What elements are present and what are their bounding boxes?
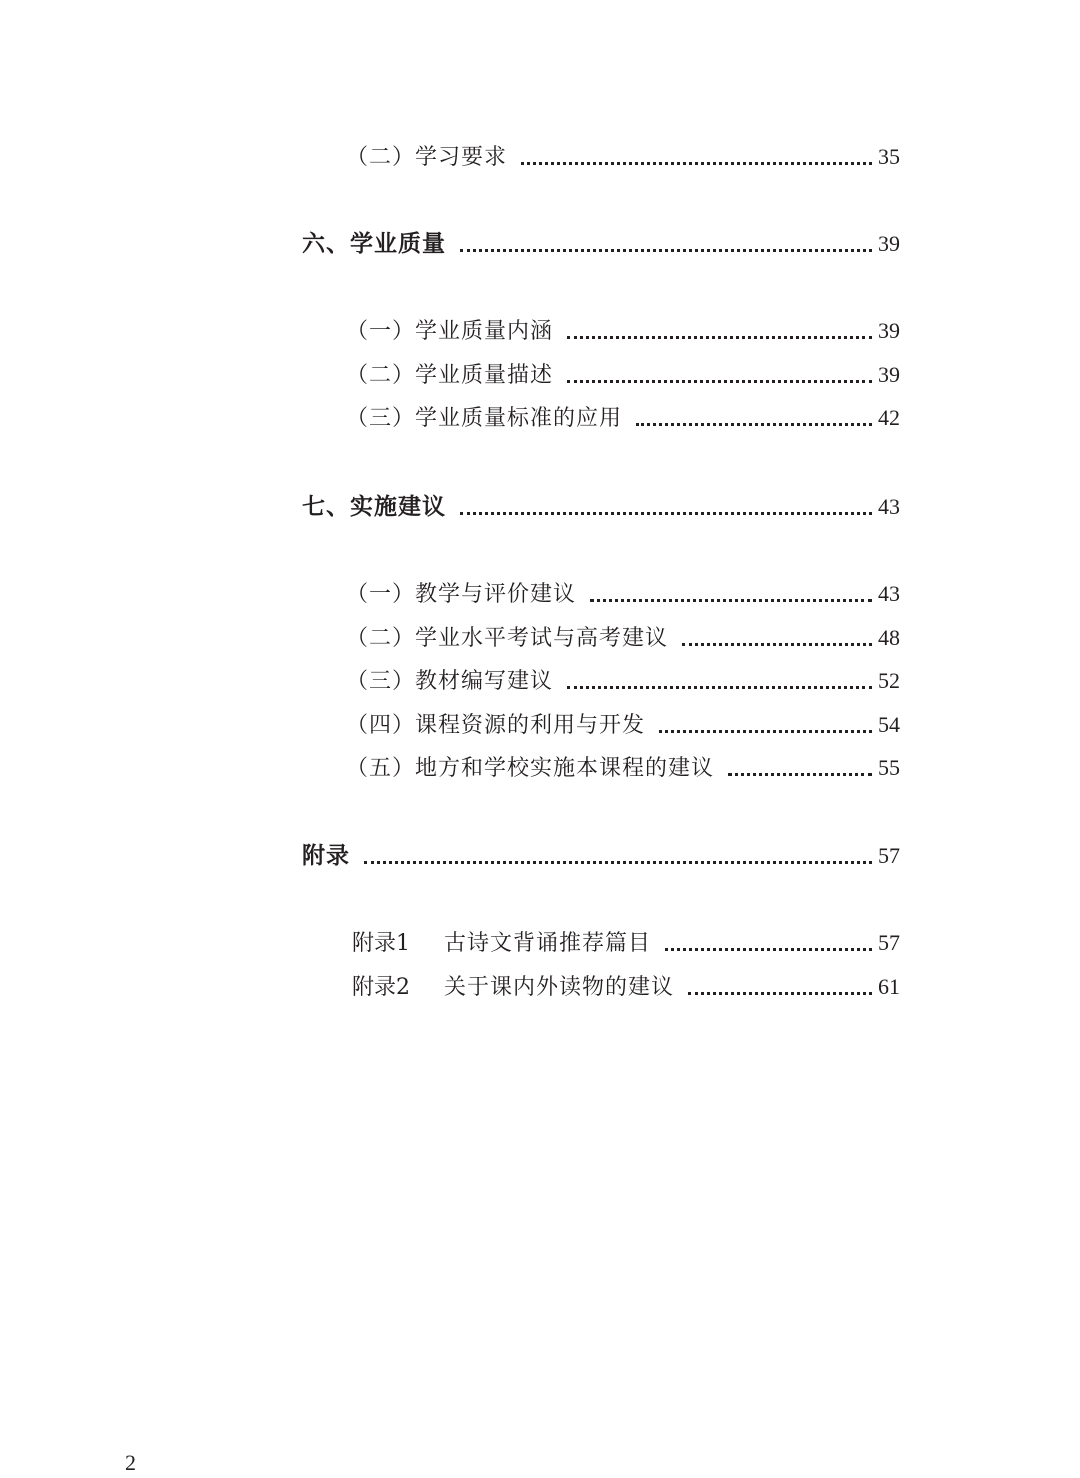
page-number: 2 bbox=[125, 1450, 136, 1475]
toc-entry-title: （五）地方和学校实施本课程的建议 bbox=[346, 756, 715, 781]
toc-dot-leader bbox=[460, 511, 872, 515]
toc-entry-title: （三）学业质量标准的应用 bbox=[346, 406, 623, 431]
toc-appendix-label: 附录2 bbox=[352, 975, 410, 1000]
toc-entry-zhiliang-miaoshu bbox=[346, 358, 900, 392]
toc-entry-page: 57 bbox=[878, 930, 900, 955]
toc-section-title: 七、实施建议 bbox=[302, 493, 446, 520]
toc-entry-page: 54 bbox=[878, 712, 900, 737]
toc-entry-kaoshi-gaokao bbox=[346, 621, 900, 655]
toc-entry-title: 关于课内外读物的建议 bbox=[444, 975, 675, 1000]
toc-entry-title: （三）教材编写建议 bbox=[346, 669, 554, 694]
toc-entry-page: 55 bbox=[878, 755, 900, 780]
toc-entry-xuexi-yaoqiu bbox=[346, 140, 900, 174]
toc-entry-kecheng-ziyuan bbox=[346, 708, 900, 742]
toc-section-title: 六、学业质量 bbox=[302, 230, 446, 257]
toc-entry-jiaoxue-pingjia bbox=[346, 577, 900, 611]
toc-dot-leader bbox=[567, 379, 872, 383]
toc-dot-leader bbox=[364, 860, 872, 864]
toc-entry-page: 42 bbox=[878, 405, 900, 430]
toc-entry-title: （二）学业水平考试与高考建议 bbox=[346, 626, 669, 651]
toc-dot-leader bbox=[567, 685, 872, 689]
toc-dot-leader bbox=[659, 729, 872, 733]
toc-dot-leader bbox=[521, 161, 872, 165]
toc-section-fulu bbox=[302, 839, 900, 873]
toc-section-title: 附录 bbox=[302, 842, 350, 869]
toc-section-shishi-jianyi bbox=[302, 490, 900, 524]
toc-dot-leader bbox=[460, 248, 872, 252]
toc-section-page: 43 bbox=[878, 494, 900, 519]
toc-dot-leader bbox=[567, 335, 872, 339]
toc-entry-page: 39 bbox=[878, 362, 900, 387]
toc-entry-title: 古诗文背诵推荐篇目 bbox=[444, 931, 652, 956]
toc-dot-leader bbox=[665, 947, 872, 951]
toc-dot-leader bbox=[728, 772, 872, 776]
toc-entry-title: （一）学业质量内涵 bbox=[346, 319, 554, 344]
toc-entry-jiaocai-bianxie bbox=[346, 664, 900, 698]
toc-entry-fulu-1 bbox=[352, 926, 900, 960]
toc-entry-page: 48 bbox=[878, 625, 900, 650]
toc-entry-fulu-2 bbox=[352, 970, 900, 1004]
toc-entry-page: 39 bbox=[878, 318, 900, 343]
toc-section-page: 57 bbox=[878, 843, 900, 868]
toc-entry-zhiliang-neihan bbox=[346, 314, 900, 348]
toc-dot-leader bbox=[688, 991, 872, 995]
toc-entry-title: （一）教学与评价建议 bbox=[346, 582, 577, 607]
toc-dot-leader bbox=[590, 598, 872, 602]
toc-dot-leader bbox=[682, 642, 872, 646]
toc-entry-page: 52 bbox=[878, 668, 900, 693]
toc-entry-page: 35 bbox=[878, 144, 900, 169]
toc-entry-title: （四）课程资源的利用与开发 bbox=[346, 713, 646, 738]
toc-entry-page: 43 bbox=[878, 581, 900, 606]
toc-entry-zhiliang-biaozhun bbox=[346, 401, 900, 435]
toc-section-page: 39 bbox=[878, 231, 900, 256]
toc-section-xueye-zhiliang bbox=[302, 227, 900, 261]
toc-entry-title: （二）学业质量描述 bbox=[346, 363, 554, 388]
toc-appendix-label: 附录1 bbox=[352, 931, 410, 956]
toc-entry-page: 61 bbox=[878, 974, 900, 999]
toc-entry-title: （二）学习要求 bbox=[346, 145, 508, 170]
toc-dot-leader bbox=[636, 422, 872, 426]
toc-entry-difang-xuexiao bbox=[346, 751, 900, 785]
